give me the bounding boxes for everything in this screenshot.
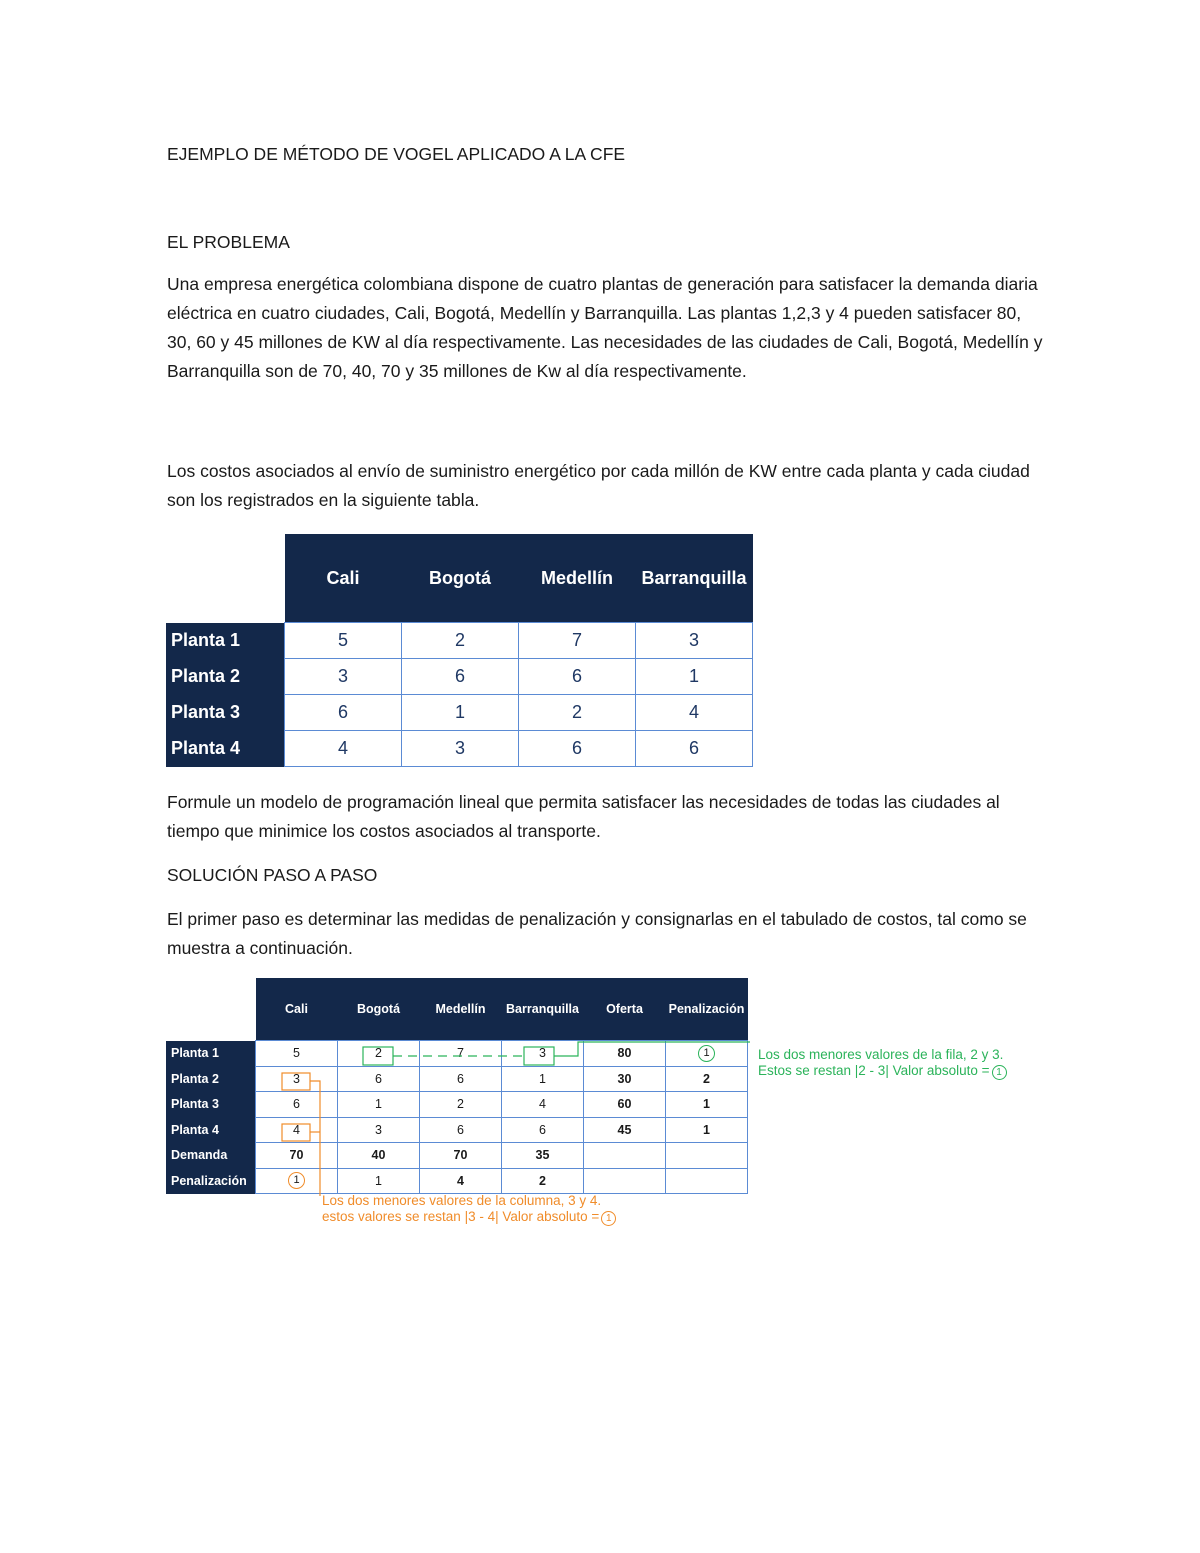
penalty-cell: 2 — [666, 1066, 748, 1092]
cost-cell: 7 — [420, 1041, 502, 1067]
cost-cell: 6 — [636, 731, 753, 767]
cost-cell: 2 — [519, 695, 636, 731]
circled-result-green: 1 — [992, 1065, 1007, 1080]
supply-cell: 45 — [584, 1117, 666, 1143]
document-title: EJEMPLO DE MÉTODO DE VOGEL APLICADO A LA CFE — [167, 144, 626, 164]
empty-cell — [584, 1143, 666, 1169]
cost-cell: 6 — [285, 695, 402, 731]
table-row — [166, 1092, 748, 1118]
col-note-text: estos valores se restan |3 - 4| Valor absoluto = — [322, 1209, 600, 1224]
penalty-table-corner — [166, 978, 256, 1041]
supply-cell: 30 — [584, 1066, 666, 1092]
table-row — [166, 695, 753, 731]
cost-table-corner — [166, 534, 285, 623]
cost-cell: 3 — [636, 623, 753, 659]
cost-table — [166, 534, 753, 767]
cost-cell: 1 — [402, 695, 519, 731]
table-row — [166, 731, 753, 767]
row-note-line2 — [758, 1063, 1007, 1080]
cost-cell: 3 — [285, 659, 402, 695]
cost-cell: 6 — [519, 731, 636, 767]
cost-cell: 4 — [256, 1117, 338, 1143]
cost-cell: 2 — [338, 1041, 420, 1067]
penalty-table-header: Cali — [256, 978, 338, 1041]
table-row — [166, 1117, 748, 1143]
demand-row — [166, 1143, 748, 1169]
row-penalty-note — [758, 1047, 1007, 1080]
cost-cell: 5 — [256, 1041, 338, 1067]
cost-cell: 6 — [420, 1066, 502, 1092]
paragraph-first-step: El primer paso es determinar las medidas de penalización y consignarlas en el tabulado de costos, tal como se muestra a continuación. — [167, 909, 1027, 958]
cost-cell: 6 — [256, 1092, 338, 1118]
cost-cell: 2 — [402, 623, 519, 659]
section-heading-problem: EL PROBLEMA — [167, 232, 290, 252]
col-note-line1: Los dos menores valores de la columna, 3 y 4. — [322, 1193, 602, 1208]
demand-cell: 40 — [338, 1143, 420, 1169]
cost-cell: 1 — [338, 1092, 420, 1118]
row-label: Penalización — [166, 1168, 256, 1194]
cost-cell: 6 — [519, 659, 636, 695]
row-label: Planta 4 — [166, 731, 285, 767]
row-label: Planta 4 — [166, 1117, 256, 1143]
penalty-cell: 1 — [666, 1117, 748, 1143]
cost-cell: 1 — [636, 659, 753, 695]
cost-table-header: Bogotá — [402, 534, 519, 623]
circled-penalty: 1 — [288, 1172, 305, 1189]
circled-penalty: 1 — [698, 1045, 715, 1062]
penalty-cell: 2 — [502, 1168, 584, 1194]
row-label: Planta 3 — [166, 695, 285, 731]
cost-cell: 3 — [338, 1117, 420, 1143]
demand-cell: 70 — [420, 1143, 502, 1169]
empty-cell — [666, 1143, 748, 1169]
cost-cell: 7 — [519, 623, 636, 659]
penalty-table — [166, 978, 748, 1194]
row-label: Planta 2 — [166, 1066, 256, 1092]
penalty-table-header: Barranquilla — [502, 978, 584, 1041]
cost-cell: 6 — [502, 1117, 584, 1143]
cost-cell: 3 — [402, 731, 519, 767]
row-label: Demanda — [166, 1143, 256, 1169]
table-row — [166, 659, 753, 695]
cost-cell: 6 — [338, 1066, 420, 1092]
cost-cell: 1 — [502, 1066, 584, 1092]
cost-cell: 3 — [256, 1066, 338, 1092]
penalty-table-header: Medellín — [420, 978, 502, 1041]
supply-cell: 80 — [584, 1041, 666, 1067]
cost-table-header: Medellín — [519, 534, 636, 623]
cost-cell: 6 — [420, 1117, 502, 1143]
table-row — [166, 1066, 748, 1092]
table-row — [166, 1041, 748, 1067]
cost-cell: 5 — [285, 623, 402, 659]
cost-cell: 3 — [502, 1041, 584, 1067]
row-note-text: Estos se restan |2 - 3| Valor absoluto = — [758, 1063, 990, 1078]
row-label: Planta 1 — [166, 623, 285, 659]
table-row — [166, 623, 753, 659]
row-label: Planta 2 — [166, 659, 285, 695]
penalty-cell: 4 — [420, 1168, 502, 1194]
demand-cell: 35 — [502, 1143, 584, 1169]
cost-cell: 6 — [402, 659, 519, 695]
paragraph-costs: Los costos asociados al envío de suministro energético por cada millón de KW entre cada planta y cada ciudad son los registrados en la siguiente tabla. — [167, 461, 1030, 510]
penalty-cell: 1 — [666, 1092, 748, 1118]
cost-table-header: Cali — [285, 534, 402, 623]
penalty-table-header-row — [166, 978, 748, 1041]
column-penalty-note — [322, 1193, 616, 1226]
demand-cell: 70 — [256, 1143, 338, 1169]
penalty-table-header: Penalización — [666, 978, 748, 1041]
penalty-cell — [256, 1168, 338, 1194]
penalty-row — [166, 1168, 748, 1194]
row-label: Planta 3 — [166, 1092, 256, 1118]
empty-cell — [584, 1168, 666, 1194]
circled-result-orange: 1 — [601, 1211, 616, 1226]
cost-cell: 4 — [502, 1092, 584, 1118]
empty-cell — [666, 1168, 748, 1194]
penalty-cell: 1 — [338, 1168, 420, 1194]
paragraph-problem: Una empresa energética colombiana dispone de cuatro plantas de generación para satisfacer la demanda diaria eléctrica en cuatro ciudades, Cali, Bogotá, Medellín y Barranquilla. Las plantas 1,2,3 y 4 pueden satisfacer 80, 30, 60 y 45 millones de KW al día respectivamente. Las necesidades de las ciudades de Cali, Bogotá, Medellín y Barranquilla son de 70, 40, 70 y 35 millones de Kw al día respectivamente. — [167, 274, 1043, 381]
penalty-table-header: Bogotá — [338, 978, 420, 1041]
supply-cell: 60 — [584, 1092, 666, 1118]
col-note-line2 — [322, 1209, 616, 1226]
row-note-line1: Los dos menores valores de la fila, 2 y 3. — [758, 1047, 1004, 1062]
cost-table-header: Barranquilla — [636, 534, 753, 623]
paragraph-formulate: Formule un modelo de programación lineal que permita satisfacer las necesidades de todas las ciudades al tiempo que minimice los costos asociados al transporte. — [167, 792, 1000, 841]
penalty-table-header: Oferta — [584, 978, 666, 1041]
row-label: Planta 1 — [166, 1041, 256, 1067]
cost-cell: 2 — [420, 1092, 502, 1118]
cost-cell: 4 — [285, 731, 402, 767]
section-heading-solution: SOLUCIÓN PASO A PASO — [167, 865, 378, 885]
cost-cell: 4 — [636, 695, 753, 731]
cost-table-header-row — [166, 534, 753, 623]
penalty-cell — [666, 1041, 748, 1067]
